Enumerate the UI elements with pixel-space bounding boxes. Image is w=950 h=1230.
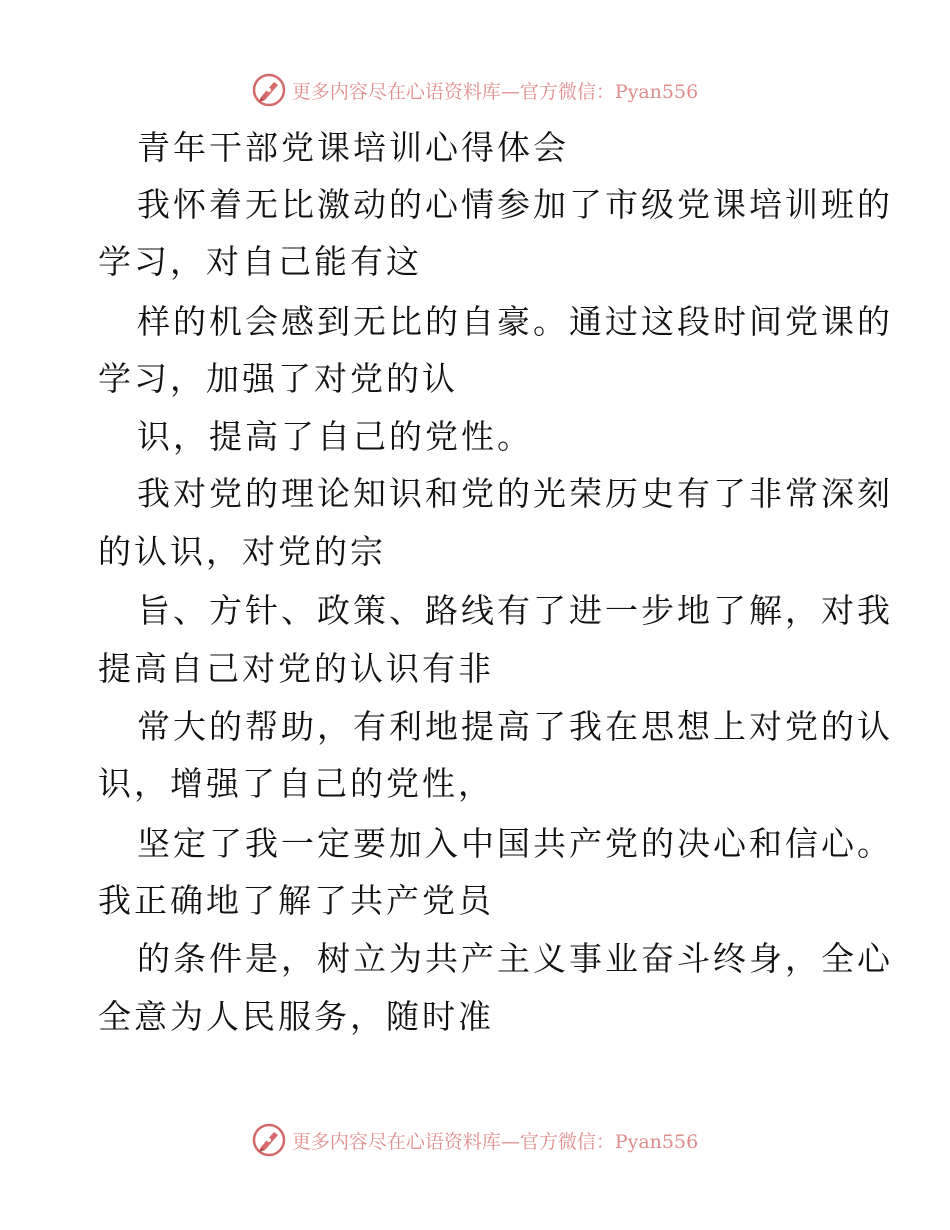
text-line: 识，提高了自己的党性。 xyxy=(137,417,533,456)
text-line: 提高自己对党的认识有非 xyxy=(98,649,494,688)
text-line: 学习，对自己能有这 xyxy=(98,242,422,281)
text-line: 我怀着无比激动的心情参加了市级党课培训班的 xyxy=(137,185,893,224)
text-line: 识，增强了自己的党性， xyxy=(98,764,494,803)
watermark-text: 更多内容尽在心语资料库—官方微信：Pyan556 xyxy=(291,1130,699,1153)
text-line: 样的机会感到无比的自豪。通过这段时间党课的 xyxy=(137,302,893,341)
text-line: 旨、方针、政策、路线有了进一步地了解，对我 xyxy=(137,591,893,630)
pen-logo-icon xyxy=(252,1123,286,1157)
document-title: 青年干部党课培训心得体会 xyxy=(137,128,569,167)
text-line: 的条件是，树立为共产主义事业奋斗终身，全心 xyxy=(137,939,893,978)
footer-watermark xyxy=(0,1120,950,1160)
text-line: 我正确地了解了共产党员 xyxy=(98,881,494,920)
text-line: 我对党的理论知识和党的光荣历史有了非常深刻 xyxy=(137,474,893,513)
text-line: 坚定了我一定要加入中国共产党的决心和信心。 xyxy=(137,824,893,863)
text-line: 学习，加强了对党的认 xyxy=(98,359,458,398)
text-line: 常大的帮助，有利地提高了我在思想上对党的认 xyxy=(137,707,893,746)
watermark-text: 更多内容尽在心语资料库—官方微信：Pyan556 xyxy=(291,80,699,103)
header-watermark xyxy=(0,70,950,110)
pen-logo-icon xyxy=(252,73,286,107)
text-line: 的认识，对党的宗 xyxy=(98,532,386,571)
text-line: 全意为人民服务，随时准 xyxy=(98,997,494,1036)
